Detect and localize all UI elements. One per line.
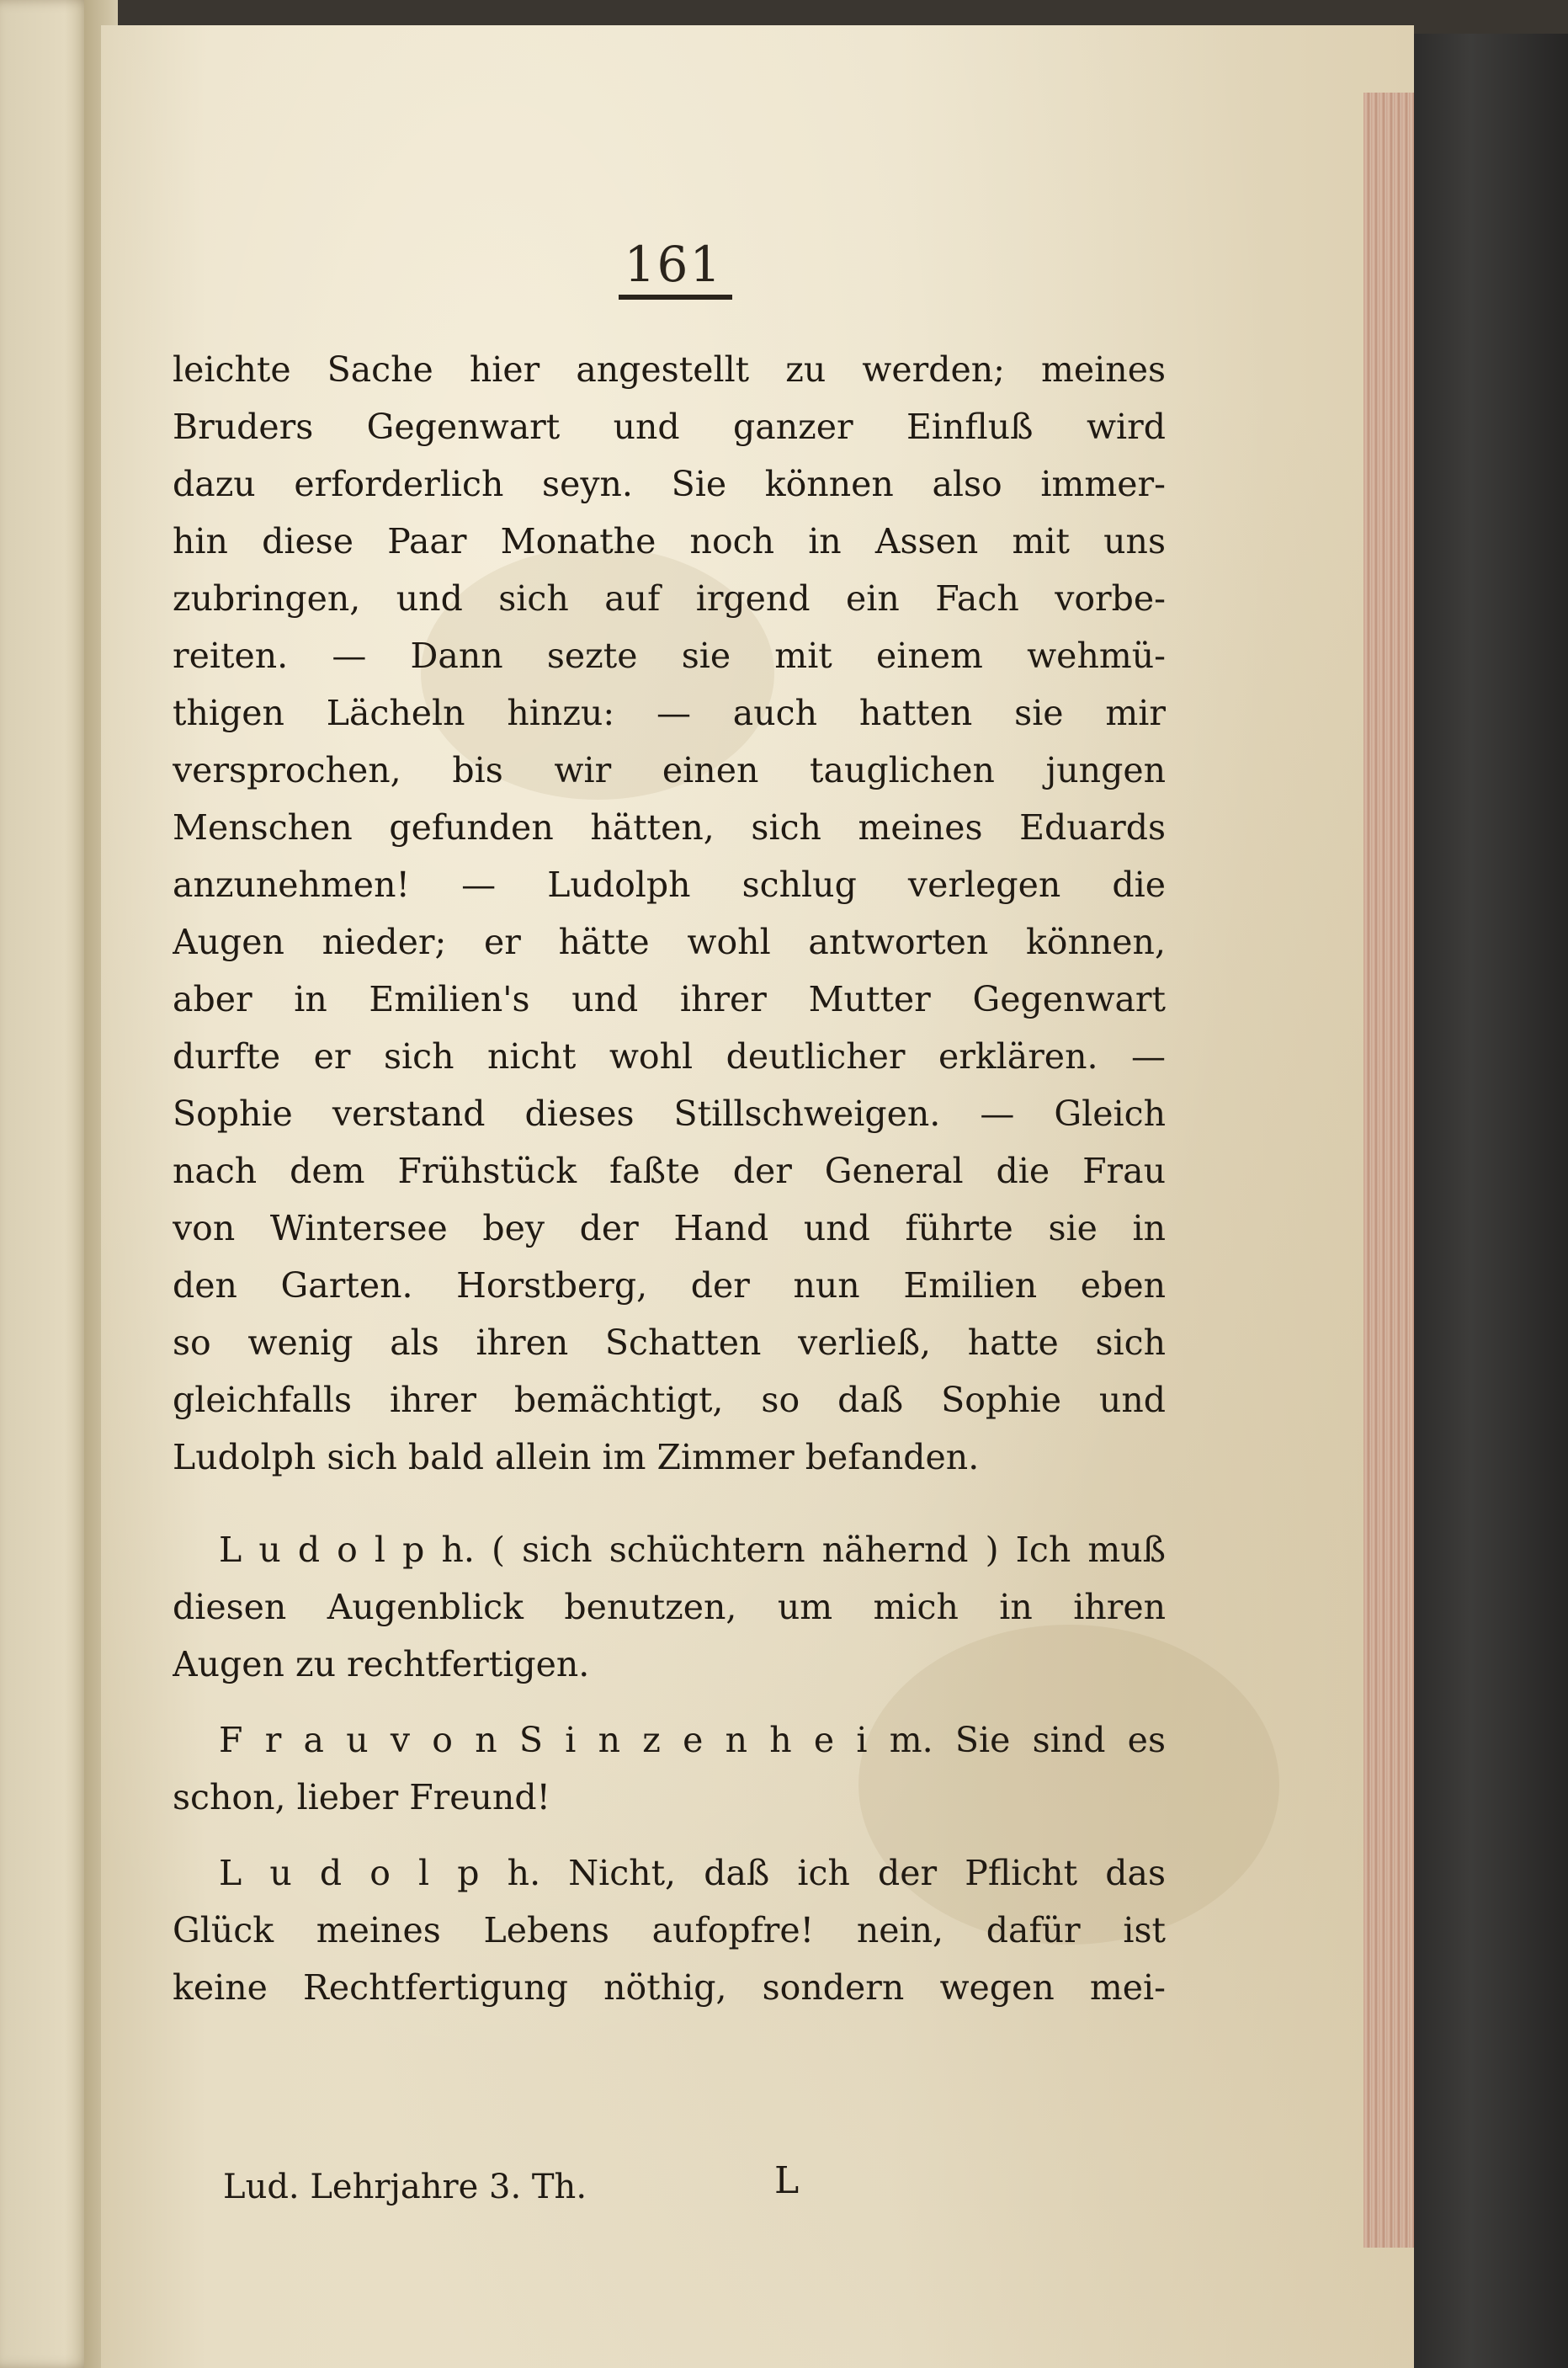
text-line: gleichfalls ihrer bemächtigt, so daß Sophie und xyxy=(173,1380,1166,1420)
text-line: Menschen gefunden hätten, sich meines Eduards xyxy=(173,807,1166,848)
text-line: Ludolph sich bald allein im Zimmer befanden. xyxy=(173,1437,980,1477)
text-line: von Wintersee bey der Hand und führte sie in xyxy=(173,1208,1166,1248)
text-line: dazu erforderlich seyn. Sie können also immer- xyxy=(173,464,1166,504)
text-line: aber in Emilien's und ihrer Mutter Gegenwart xyxy=(173,979,1166,1019)
text-line: zubringen, und sich auf irgend ein Fach vorbe- xyxy=(173,578,1166,619)
footer-book-title: Lud. Lehrjahre 3. Th. xyxy=(223,2168,587,2206)
dialogue-line: L u d o l p h. Nicht, daß ich der Pflicht das xyxy=(219,1853,1166,1893)
text-line: so wenig als ihren Schatten verließ, hatte sich xyxy=(173,1322,1166,1363)
text-line: Glück meines Lebens aufopfre! nein, dafür ist xyxy=(173,1910,1166,1950)
text-line: den Garten. Horstberg, der nun Emilien eben xyxy=(173,1265,1166,1306)
text-line: hin diese Paar Monathe noch in Assen mit uns xyxy=(173,521,1166,561)
book-cover-edge xyxy=(1406,34,1568,2368)
text-line: nach dem Frühstück faßte der General die Frau xyxy=(173,1151,1166,1191)
text-line: thigen Lächeln hinzu: — auch hatten sie mir xyxy=(173,693,1166,733)
text-line: durfte er sich nicht wohl deutlicher erklären. — xyxy=(173,1036,1166,1077)
paragraph-gap xyxy=(173,1693,1166,1711)
paragraph-gap xyxy=(173,1826,1166,1844)
dialogue-line: L u d o l p h. ( sich schüchtern nähernd ) Ich muß xyxy=(219,1530,1166,1570)
page-number-rule xyxy=(619,295,732,300)
page-number: 161 xyxy=(624,236,723,293)
text-line: Augen nieder; er hätte wohl antworten können, xyxy=(173,922,1166,962)
footer-signature-mark: L xyxy=(774,2159,800,2202)
text-line: versprochen, bis wir einen tauglichen jungen xyxy=(173,750,1166,790)
text-line: leichte Sache hier angestellt zu werden; meines xyxy=(173,349,1166,390)
text-line: keine Rechtfertigung nöthig, sondern wegen mei- xyxy=(173,1967,1166,2008)
left-facing-page xyxy=(0,0,93,2368)
page-text xyxy=(173,341,1166,2016)
text-line: Augen zu rechtfertigen. xyxy=(173,1644,590,1684)
text-line: schon, lieber Freund! xyxy=(173,1777,551,1817)
text-line: diesen Augenblick benutzen, um mich in ihren xyxy=(173,1587,1166,1627)
text-line: anzunehmen! — Ludolph schlug verlegen die xyxy=(173,865,1166,905)
page-edges xyxy=(1363,93,1414,2248)
text-line: Sophie verstand dieses Stillschweigen. — Gleich xyxy=(173,1094,1166,1134)
paragraph-gap xyxy=(173,1486,1166,1521)
dialogue-line: F r a u v o n S i n z e n h e i m. Sie sind es xyxy=(219,1720,1166,1760)
text-line: Bruders Gegenwart und ganzer Einfluß wird xyxy=(173,407,1166,447)
page-footer xyxy=(223,2159,896,2218)
text-line: reiten. — Dann sezte sie mit einem wehmü- xyxy=(173,636,1166,676)
